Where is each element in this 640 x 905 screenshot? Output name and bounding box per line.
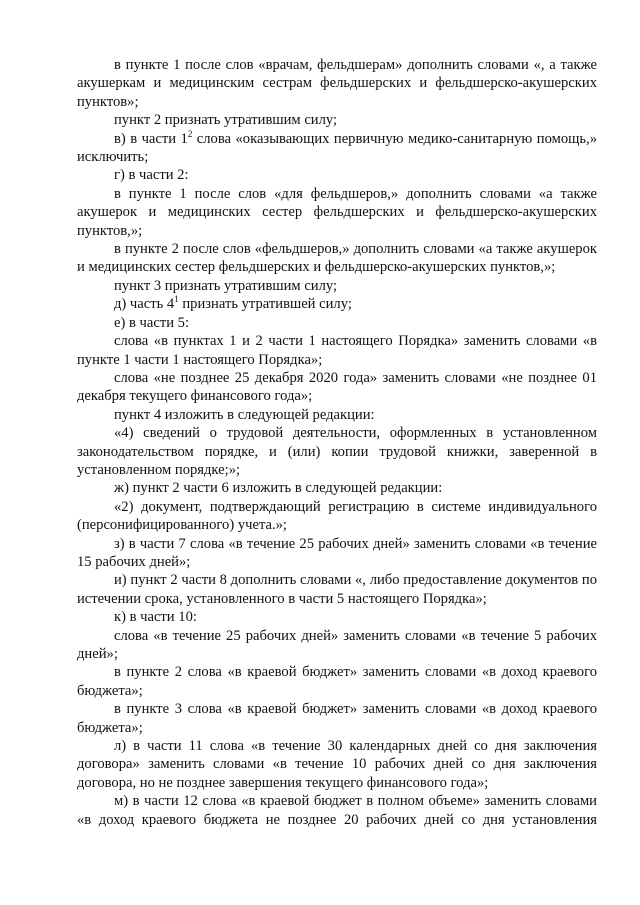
paragraph: слова «не позднее 25 декабря 2020 года» заменить словами «не позднее 01 декабря текущего финансового года»;: [77, 369, 597, 405]
paragraph: пункт 2 признать утратившим силу;: [114, 112, 338, 129]
paragraph: к) в части 10:: [114, 609, 197, 626]
paragraph: «2) документ, подтверждающий регистрацию в системе индивидуального (персонифицированного) учета.»;: [77, 498, 597, 534]
paragraph: [77, 130, 597, 167]
paragraph: пункт 3 признать утратившим силу;: [114, 277, 338, 294]
paragraph: в пункте 1 после слов «врачам, фельдшерам» дополнить словами «, а также акушеркам и медицинским сестрам фельдшерских и фельдшерско-акушерских пунктов»;: [77, 57, 597, 110]
paragraph: л) в части 11 слова «в течение 30 календарных дней со дня заключения договора» заменить словами «в течение 10 рабочих дней со дня заключения договора, но не позднее завершения текущего финансового года»;: [77, 738, 597, 791]
paragraph: слова «в течение 25 рабочих дней» заменить словами «в течение 5 рабочих дней»;: [77, 627, 597, 662]
document-page: [77, 56, 597, 829]
paragraph-text: слова «оказывающих первичную медико-санитарную помощь,» исключить;: [77, 130, 598, 166]
paragraph: слова «в пунктах 1 и 2 части 1 настоящего Порядка» заменить словами «в пункте 1 части 1 настоящего Порядка»;: [77, 333, 597, 368]
paragraph: г) в части 2:: [114, 167, 189, 184]
paragraph: м) в части 12 слова «в краевой бюджет в полном объеме» заменить словами «в доход краевого бюджета не позднее 20 рабочих дней со дня установления: [77, 793, 597, 828]
paragraph: в пункте 2 после слов «фельдшеров,» дополнить словами «а также акушерок и медицинских сестер фельдшерских и фельдшерско-акушерских пунктов,»;: [77, 241, 597, 276]
paragraph: «4) сведений о трудовой деятельности, оформленных в установленном законодательством порядке, и (или) копии трудовой книжки, заверенной в установленном порядке;»;: [77, 425, 597, 478]
paragraph-text: в) в части 1: [114, 130, 188, 147]
paragraph-text: признать утратившей силу;: [178, 296, 352, 313]
paragraph: ж) пункт 2 части 6 изложить в следующей редакции:: [114, 480, 443, 497]
paragraph: [77, 295, 597, 313]
superscript: 1: [174, 294, 179, 305]
paragraph-text: д) часть 4: [114, 296, 175, 313]
paragraph: е) в части 5:: [114, 314, 190, 331]
paragraph: пункт 4 изложить в следующей редакции:: [114, 406, 375, 423]
paragraph: в пункте 2 слова «в краевой бюджет» заменить словами «в доход краевого бюджета»;: [77, 664, 597, 699]
paragraph: и) пункт 2 части 8 дополнить словами «, либо предоставление документов по истечении срока, установленного в части 5 настоящего Порядка»;: [77, 572, 597, 607]
paragraph: в пункте 1 после слов «для фельдшеров,» дополнить словами «а также акушерок и медицинских сестер фельдшерских и фельдшерско-акушерских пунктов,»;: [77, 185, 597, 239]
superscript: 2: [187, 128, 193, 139]
paragraph: з) в части 7 слова «в течение 25 рабочих дней» заменить словами «в течение 15 рабочих дней»;: [77, 535, 597, 570]
paragraph: в пункте 3 слова «в краевой бюджет» заменить словами «в доход краевого бюджета»;: [77, 701, 597, 736]
